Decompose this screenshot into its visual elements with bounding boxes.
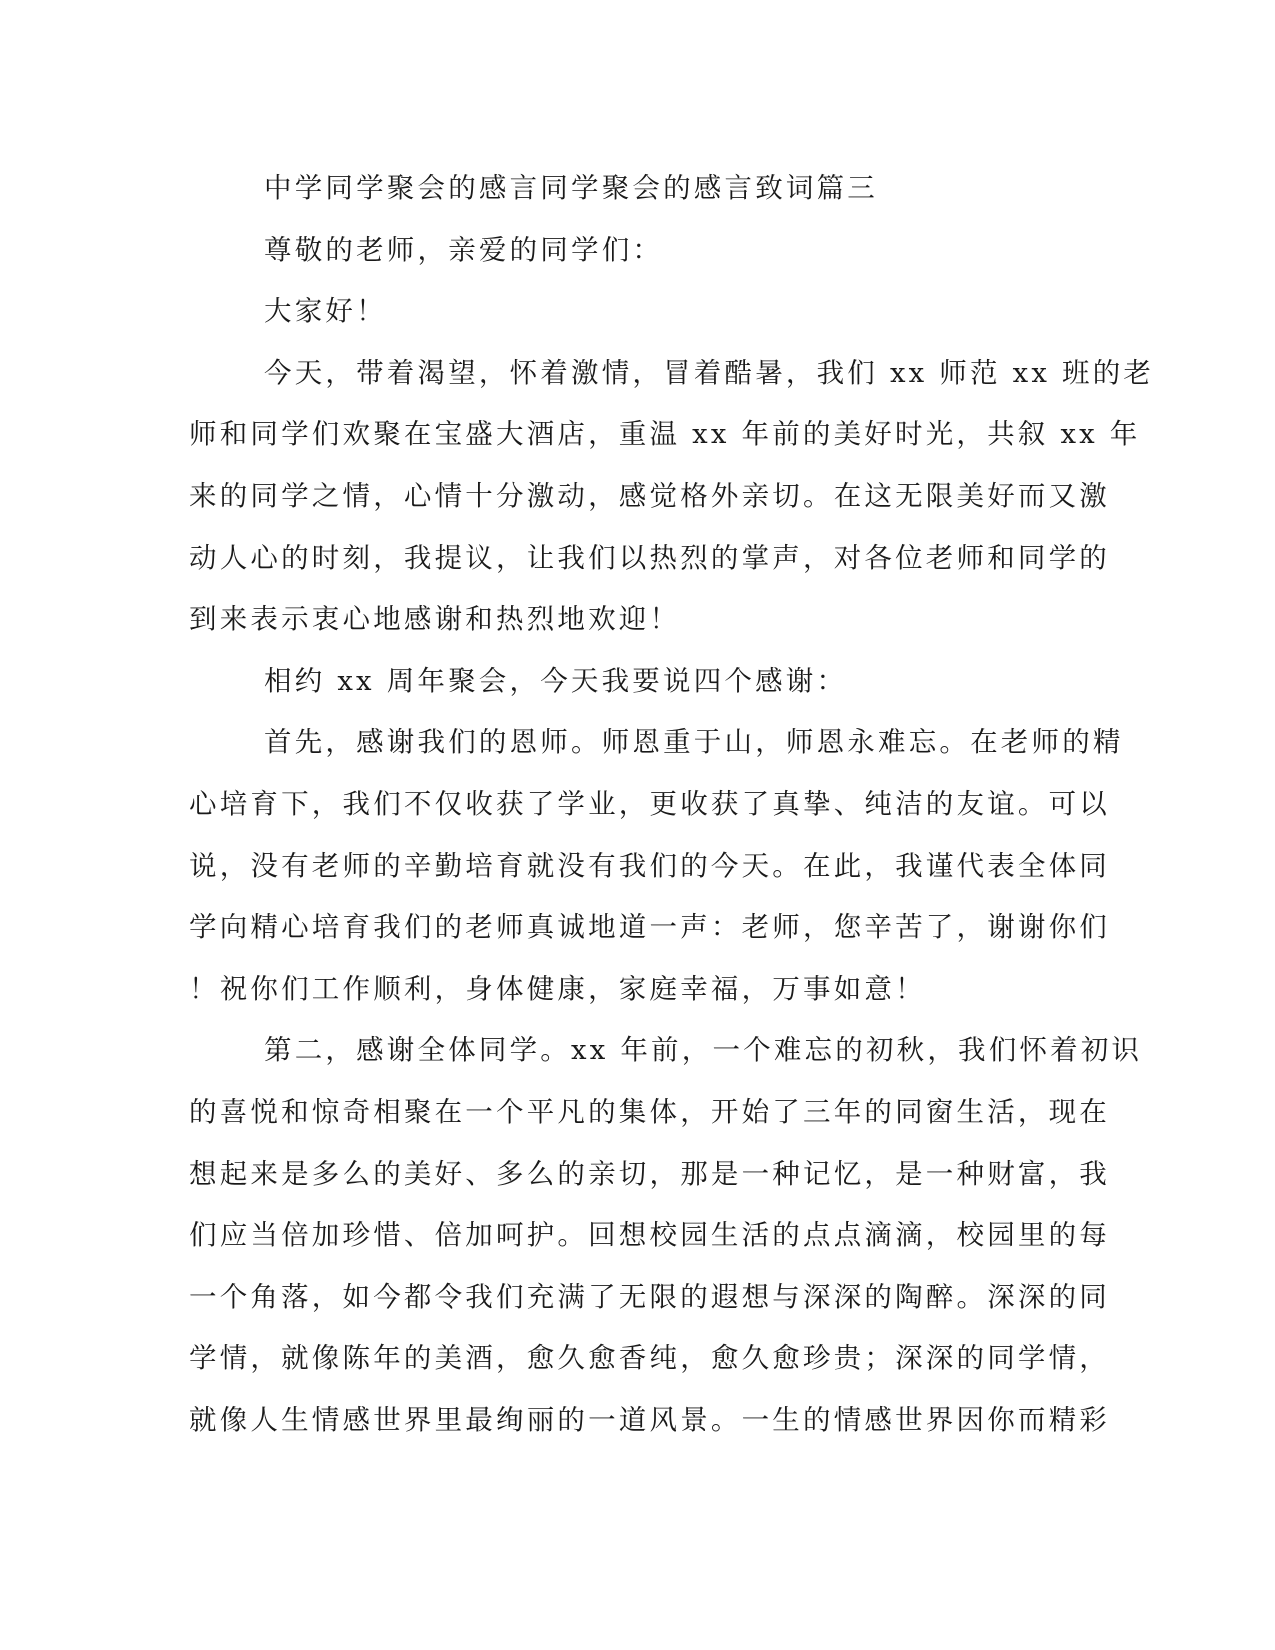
paragraph-4-line-1: 第二，感谢全体同学。xx 年前，一个难忘的初秋，我们怀着初识 bbox=[264, 1034, 1143, 1067]
paragraph-4-line-2: 的喜悦和惊奇相聚在一个平凡的集体，开始了三年的同窗生活，现在 bbox=[189, 1095, 1110, 1128]
paragraph-3-line-5: ！祝你们工作顺利，身体健康，家庭幸福，万事如意！ bbox=[189, 972, 926, 1005]
salutation: 尊敬的老师，亲爱的同学们： bbox=[264, 233, 664, 266]
paragraph-3-line-4: 学向精心培育我们的老师真诚地道一声：老师，您辛苦了，谢谢你们 bbox=[189, 911, 1110, 944]
paragraph-3-line-2: 心培育下，我们不仅收获了学业，更收获了真挚、纯洁的友谊。可以 bbox=[189, 787, 1110, 820]
document-body bbox=[189, 158, 1155, 1451]
paragraph-1-line-1: 今天，带着渴望，怀着激情，冒着酷暑，我们 xx 师范 xx 班的老 bbox=[264, 356, 1155, 389]
paragraph-4-line-7: 就像人生情感世界里最绚丽的一道风景。一生的情感世界因你而精彩 bbox=[189, 1403, 1110, 1436]
paragraph-2-line-1: 相约 xx 周年聚会，今天我要说四个感谢： bbox=[264, 664, 848, 697]
paragraph-1-line-5: 到来表示衷心地感谢和热烈地欢迎！ bbox=[189, 603, 681, 636]
paragraph-4-line-6: 学情，就像陈年的美酒，愈久愈香纯，愈久愈珍贵；深深的同学情， bbox=[189, 1342, 1110, 1375]
greeting: 大家好！ bbox=[264, 295, 387, 328]
paragraph-4-line-4: 们应当倍加珍惜、倍加呵护。回想校园生活的点点滴滴，校园里的每 bbox=[189, 1219, 1110, 1252]
paragraph-1-line-2: 师和同学们欢聚在宝盛大酒店，重温 xx 年前的美好时光，共叙 xx 年 bbox=[189, 418, 1141, 451]
paragraph-1-line-3: 来的同学之情，心情十分激动，感觉格外亲切。在这无限美好而又激 bbox=[189, 479, 1110, 512]
paragraph-3-line-1: 首先，感谢我们的恩师。师恩重于山，师恩永难忘。在老师的精 bbox=[264, 726, 1124, 759]
paragraph-3-line-3: 说，没有老师的辛勤培育就没有我们的今天。在此，我谨代表全体同 bbox=[189, 849, 1110, 882]
paragraph-4-line-5: 一个角落，如今都令我们充满了无限的遐想与深深的陶醉。深深的同 bbox=[189, 1280, 1110, 1313]
paragraph-4-line-3: 想起来是多么的美好、多么的亲切，那是一种记忆，是一种财富，我 bbox=[189, 1157, 1110, 1190]
document-title: 中学同学聚会的感言同学聚会的感言致词篇三 bbox=[264, 172, 878, 204]
paragraph-1-line-4: 动人心的时刻，我提议，让我们以热烈的掌声，对各位老师和同学的 bbox=[189, 541, 1110, 574]
